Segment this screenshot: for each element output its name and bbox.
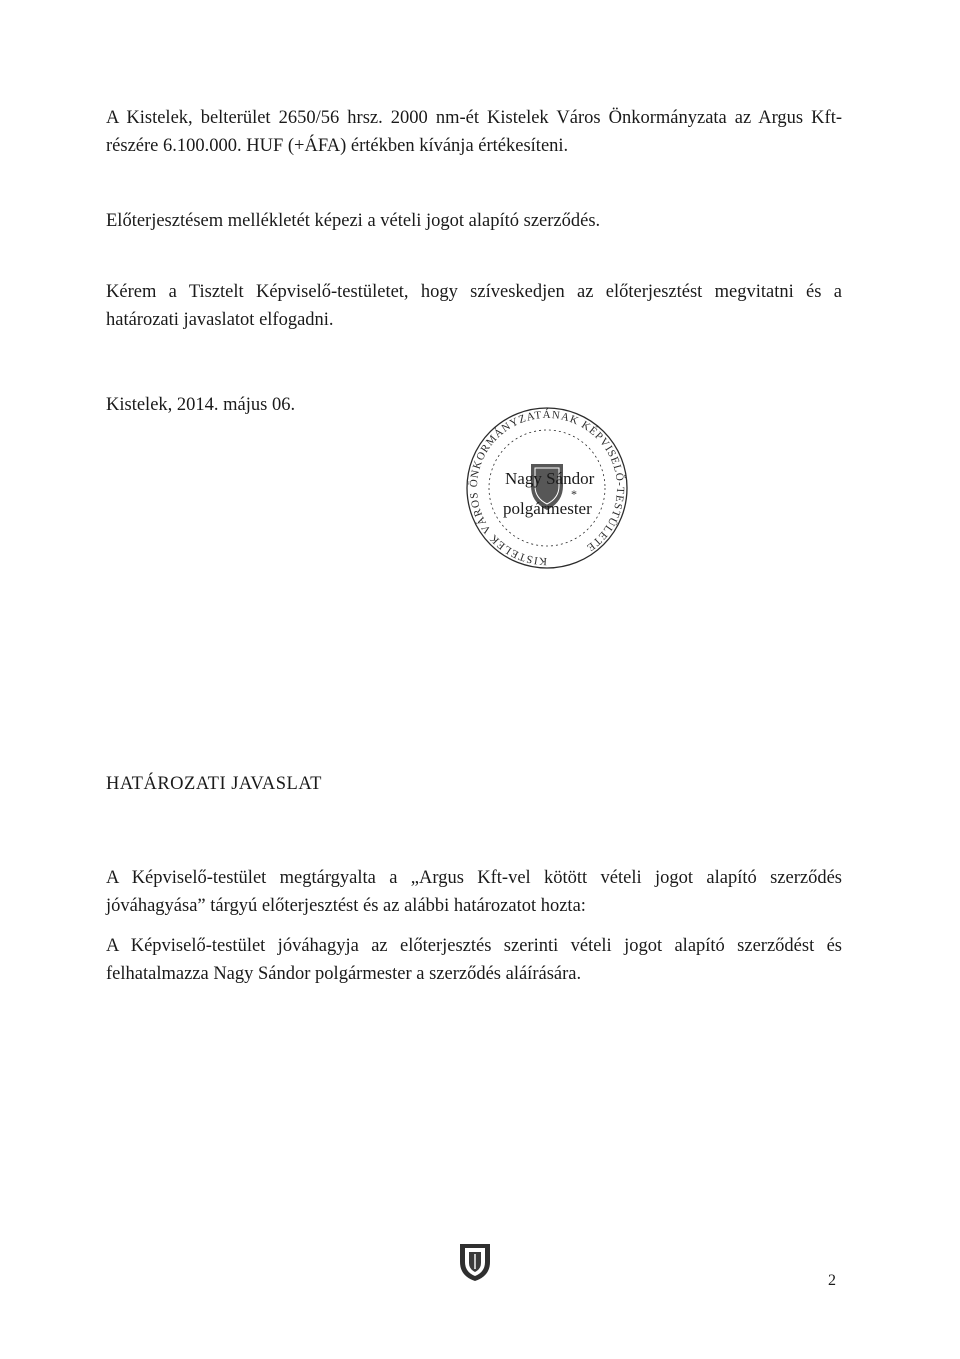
signature-name: Nagy Sándor — [505, 469, 595, 488]
paragraph-resolution-intro: A Képviselő-testület megtárgyalta a „Argus Kft-vel kötött vételi jogot alapító szerződés jóváhagyása” tárgyú előterjesztést és az alábbi határozatot hozta: — [106, 868, 842, 916]
signature-title: polgármester — [503, 499, 592, 518]
seal-circular-text: KISTELEK VÁROS ÖNKORMÁNYZATÁNAK KÉPVISELŐ-TESTÜLETE — [467, 408, 627, 568]
svg-text:*: * — [571, 487, 577, 501]
date-line: Kistelek, 2014. május 06. — [106, 395, 296, 415]
paragraph-attachment-note: Előterjesztésem mellékletét képezi a vételi jogot alapító szerződés. — [106, 211, 601, 231]
paragraph-request: Kérem a Tisztelt Képviselő-testületet, hogy szíveskedjen az előterjesztést megvitatni és a határozati javaslatot elfogadni. — [106, 282, 842, 330]
paragraph-resolution-decision: A Képviselő-testület jóváhagyja az előterjesztés szerinti vételi jogot alapító szerződést és felhatalmazza Nagy Sándor polgármester a szerződés aláírására. — [106, 936, 842, 984]
round-stamp-icon — [463, 402, 631, 578]
page-number: 2 — [828, 1272, 836, 1289]
coat-of-arms-icon — [458, 1242, 492, 1282]
resolution-heading: HATÁROZATI JAVASLAT — [106, 774, 322, 794]
paragraph-sale-terms: A Kistelek, belterület 2650/56 hrsz. 2000 nm-ét Kistelek Város Önkormányzata az Argus Kft-részére 6.100.000. HUF (+ÁFA) értékben kívánja értékesíteni. — [106, 108, 842, 156]
